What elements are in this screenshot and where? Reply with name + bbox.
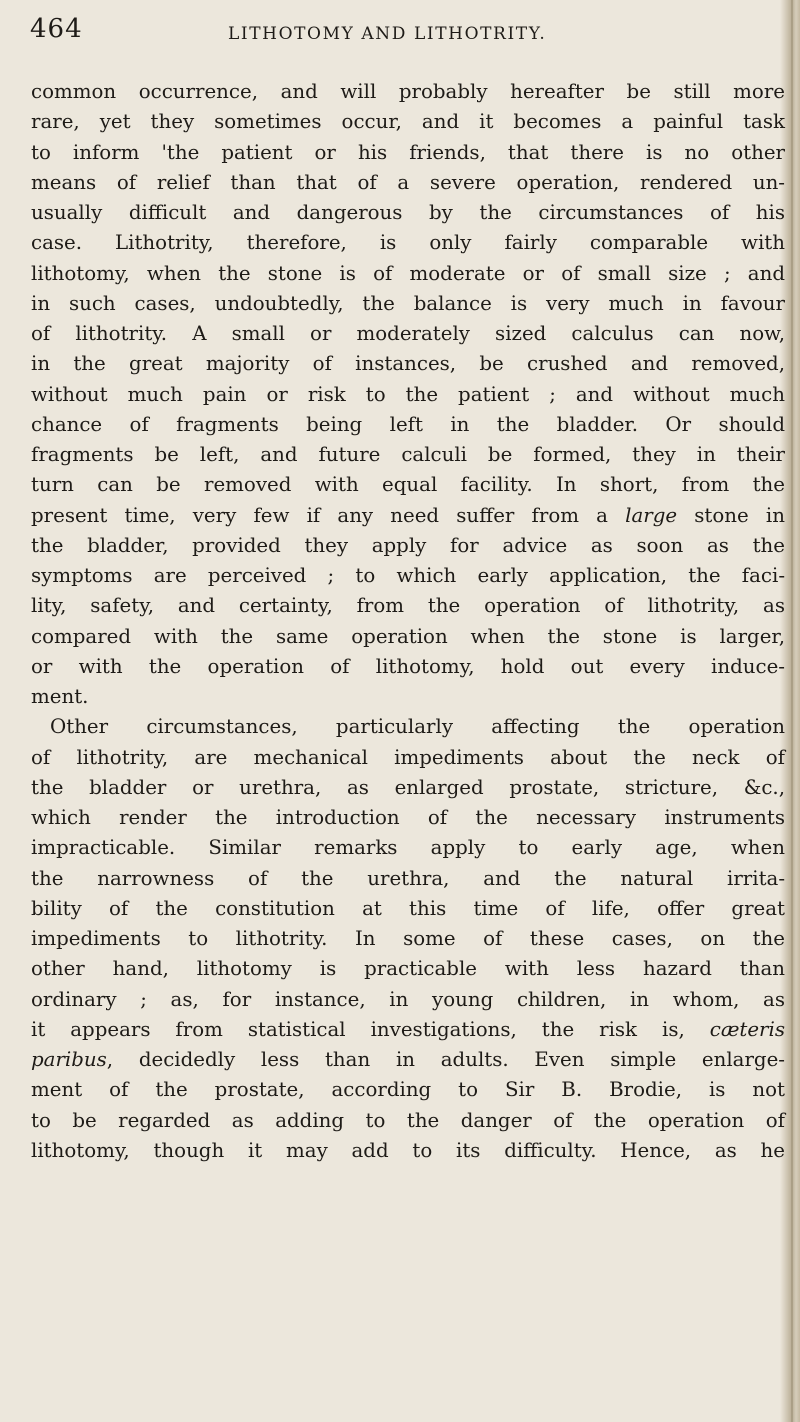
text-line: lity, safety, and certainty, from the operation of lithotrity, as <box>31 594 785 618</box>
text-line: bility of the constitution at this time of life, offer great <box>31 896 785 920</box>
text-line: the narrowness of the urethra, and the natural irrita- <box>31 866 785 890</box>
page-header <box>0 14 800 54</box>
text-line: to inform 'the patient or his friends, that there is no other <box>31 140 785 164</box>
text-line: common occurrence, and will probably hereafter be still more <box>31 80 785 103</box>
paragraph-start-line: Other circumstances, particularly affecting the operation <box>50 715 785 739</box>
text-line: usually difficult and dangerous by the circumstances of his <box>31 201 785 224</box>
text-line: of lithotrity, are mechanical impediments about the neck of <box>31 745 785 769</box>
text-line: without much pain or risk to the patient ; and without much <box>31 382 785 406</box>
text-line: ment of the prostate, according to Sir B. Brodie, is not <box>31 1078 785 1102</box>
text-line: or with the operation of lithotomy, hold out every induce- <box>31 654 785 678</box>
text-line: chance of fragments being left in the bladder. Or should <box>31 412 785 436</box>
italic-word: large <box>625 503 678 527</box>
italic-word: cæteris <box>709 1017 785 1041</box>
text-line: impediments to lithotrity. In some of these cases, on the <box>31 927 785 950</box>
text-line: paribus, decidedly less than in adults. Even simple enlarge- <box>31 1048 785 1071</box>
text-line: symptoms are perceived ; to which early application, the faci- <box>31 564 785 587</box>
text-line: ordinary ; as, for instance, in young children, in whom, as <box>31 987 785 1011</box>
text-line: the bladder, provided they apply for advice as soon as the <box>31 533 785 557</box>
page-number: 464 <box>30 14 83 44</box>
text-line: to be regarded as adding to the danger of the operation of <box>31 1108 785 1132</box>
running-head: LITHOTOMY AND LITHOTRITY. <box>228 24 547 44</box>
text-line: turn can be removed with equal facility. In short, from the <box>31 473 785 497</box>
page-edge-line <box>791 0 793 1422</box>
text-line: case. Lithotrity, therefore, is only fairly comparable with <box>31 231 785 255</box>
italic-word: paribus <box>31 1048 107 1071</box>
text-line: ment. <box>31 685 89 708</box>
text-line: lithotomy, though it may add to its difficulty. Hence, as he <box>31 1138 785 1162</box>
text-line: fragments be left, and future calculi be formed, they in their <box>31 443 785 466</box>
text-line: compared with the same operation when the stone is larger, <box>31 624 785 648</box>
text-line: in such cases, undoubtedly, the balance is very much in favour <box>31 291 785 315</box>
text-line: present time, very few if any need suffer from a large stone in <box>31 503 785 527</box>
text-line: which render the introduction of the necessary instruments <box>31 806 785 829</box>
text-line: of lithotrity. A small or moderately sized calculus can now, <box>31 322 785 345</box>
body-text <box>31 77 785 1166</box>
text-line: in the great majority of instances, be crushed and removed, <box>31 352 785 376</box>
text-line: means of relief than that of a severe operation, rendered un- <box>31 170 785 194</box>
text-line: other hand, lithotomy is practicable with less hazard than <box>31 957 785 981</box>
text-line: lithotomy, when the stone is of moderate or of small size ; and <box>31 261 785 285</box>
text-line: it appears from statistical investigations, the risk is, cæteris <box>31 1017 785 1041</box>
text-line: impracticable. Similar remarks apply to early age, when <box>31 836 785 860</box>
text-line: rare, yet they sometimes occur, and it becomes a painful task <box>31 110 785 134</box>
text-line: the bladder or urethra, as enlarged prostate, stricture, &c., <box>31 775 785 799</box>
